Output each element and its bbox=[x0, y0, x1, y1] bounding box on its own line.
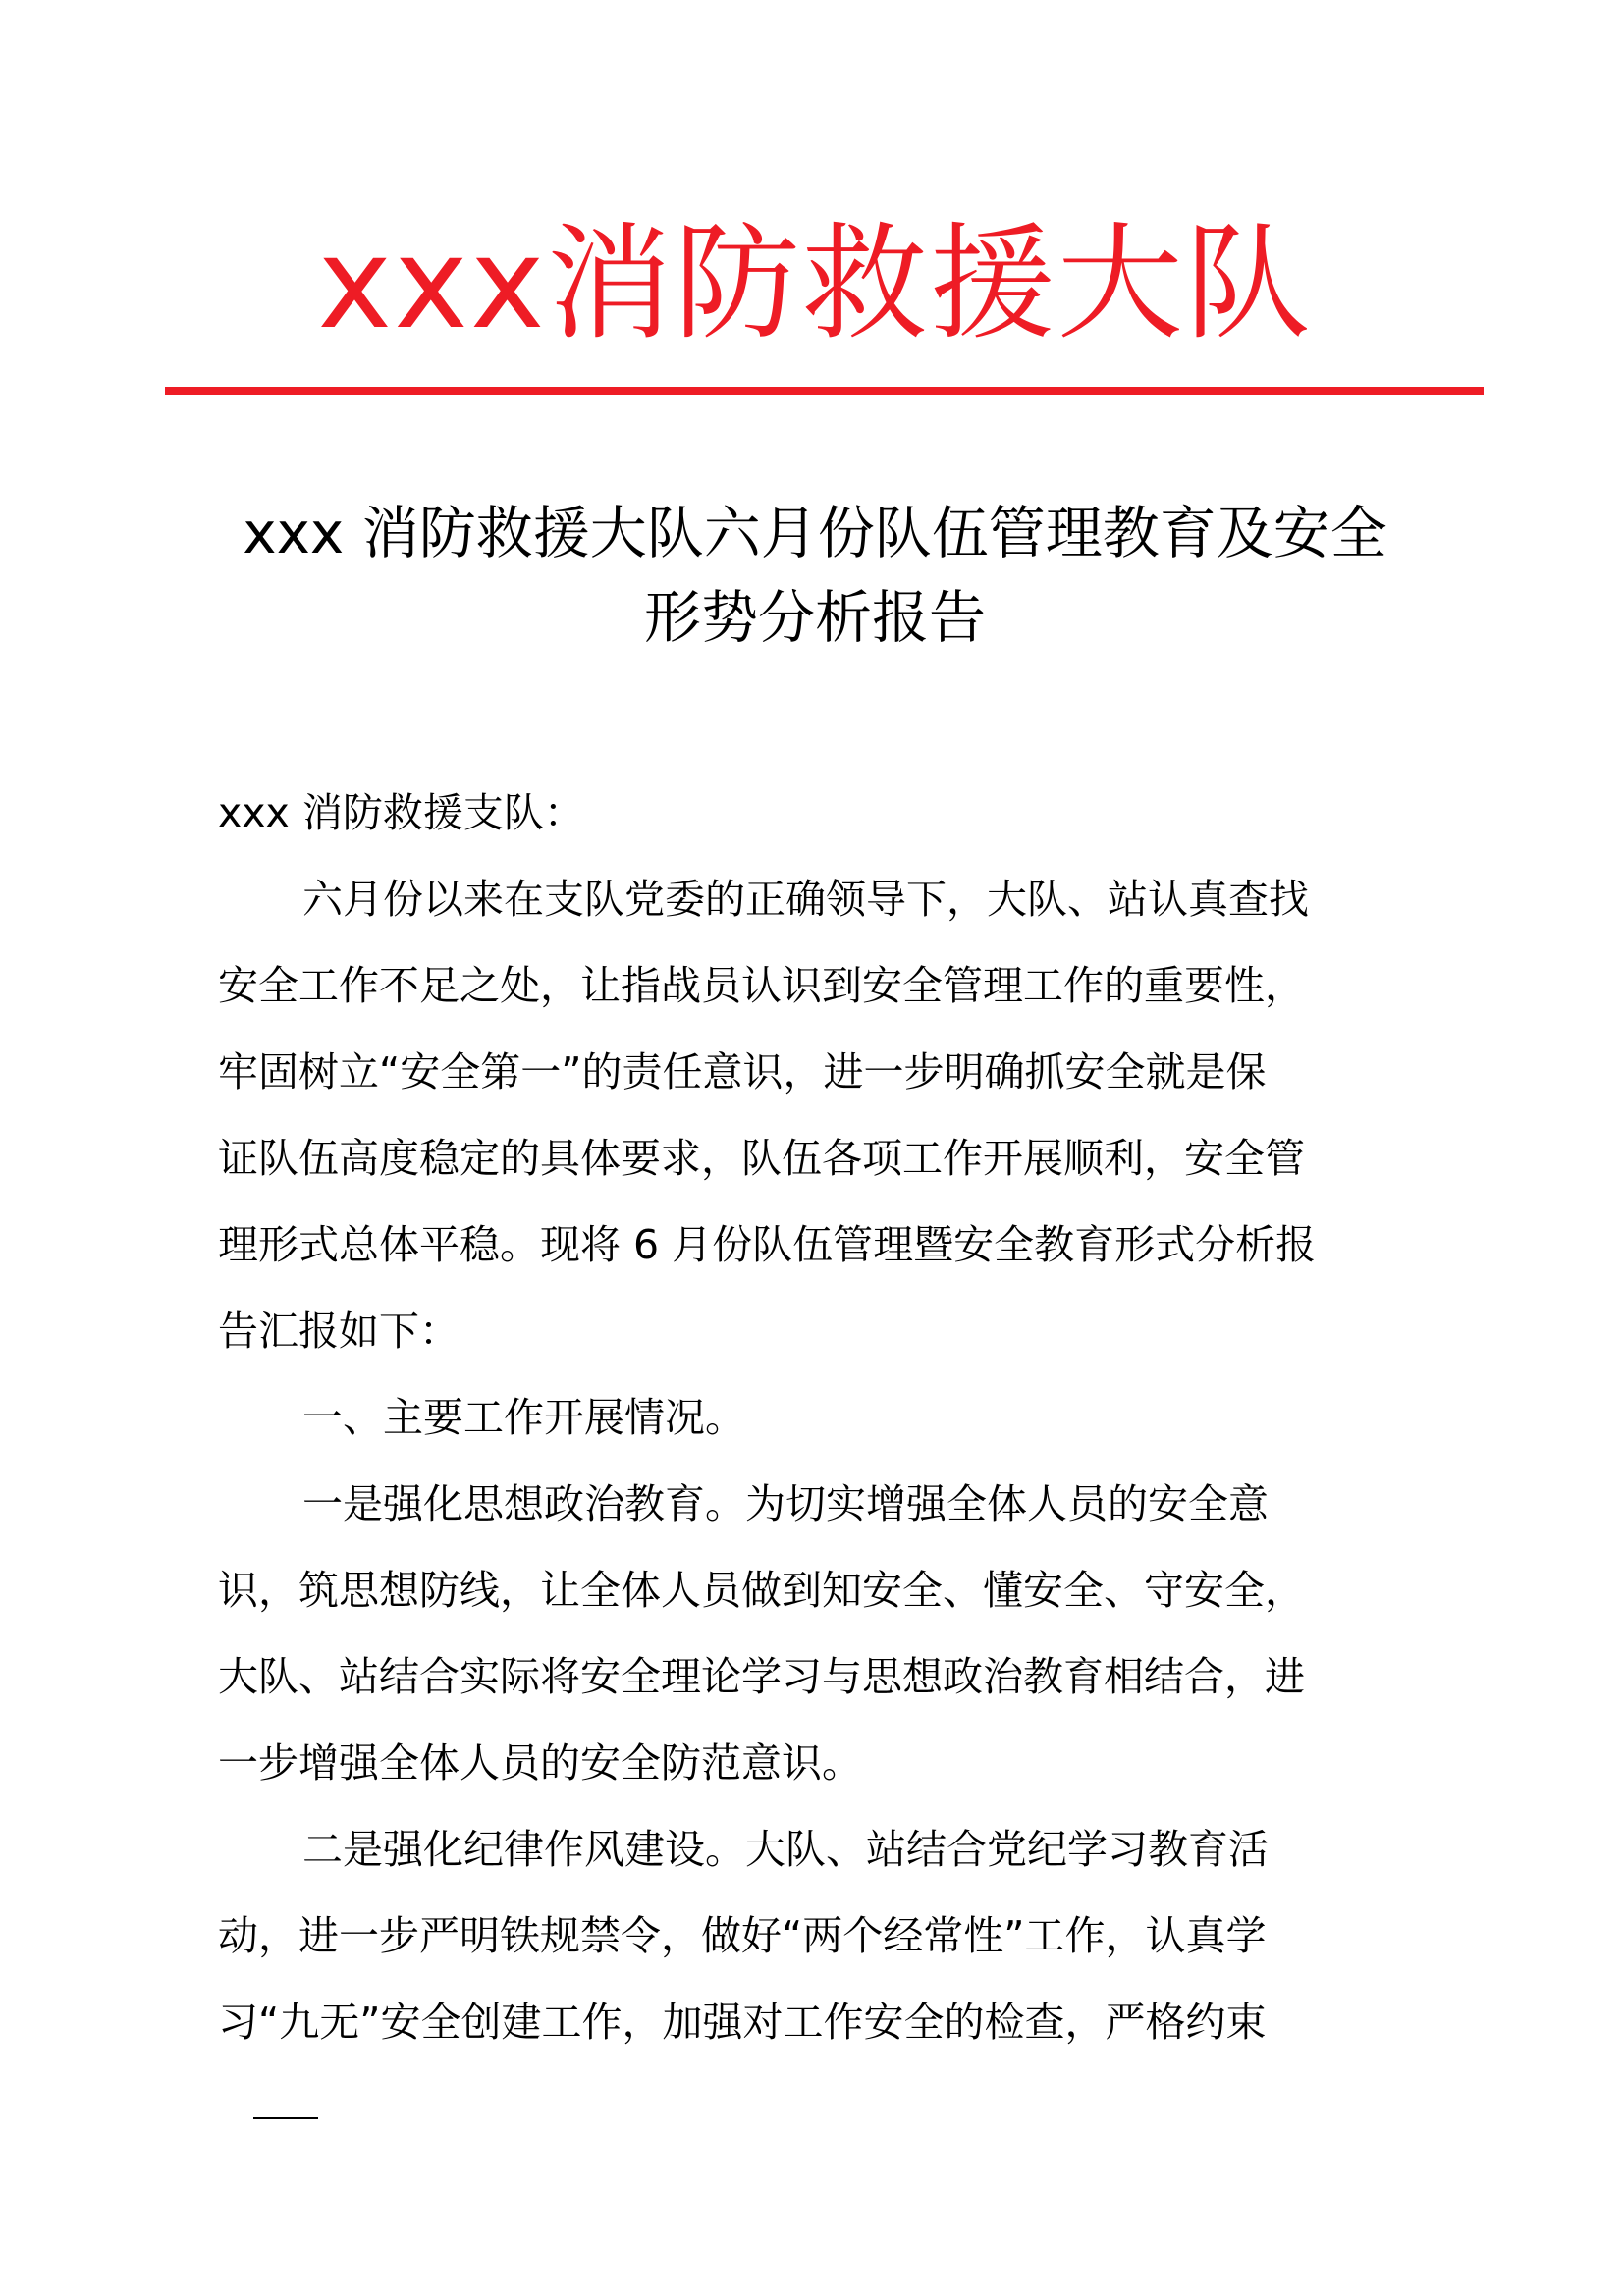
body-line-11: 一步增强全体人员的安全防范意识。 bbox=[218, 1739, 862, 1787]
salutation: xxx 消防救援支队： bbox=[218, 789, 584, 836]
body-line-14: 习“九无”安全创建工作，加强对工作安全的检查，严格约束 bbox=[218, 1999, 1267, 2046]
body-line-1: 六月份以来在支队党委的正确领导下，大队、站认真查找 bbox=[302, 876, 1309, 923]
masthead-red-rule bbox=[165, 387, 1484, 395]
body-line-9: 识，筑思想防线，让全体人员做到知安全、懂安全、守安全， bbox=[218, 1567, 1305, 1614]
body-line-10: 大队、站结合实际将安全理论学习与思想政治教育相结合，进 bbox=[218, 1653, 1305, 1700]
body-line-12: 二是强化纪律作风建设。大队、站结合党纪学习教育活 bbox=[302, 1826, 1269, 1873]
body-line-3: 牢固树立“安全第一”的责任意识，进一步明确抓安全就是保 bbox=[218, 1048, 1267, 1095]
section-heading-1: 一、主要工作开展情况。 bbox=[302, 1394, 745, 1441]
body-line-13: 动，进一步严明铁规禁令，做好“两个经常性”工作，认真学 bbox=[218, 1912, 1267, 1959]
body-line-2: 安全工作不足之处，让指战员认识到安全管理工作的重要性， bbox=[218, 962, 1305, 1009]
document-body bbox=[218, 770, 1408, 2065]
body-line-8: 一是强化思想政治教育。为切实增强全体人员的安全意 bbox=[302, 1480, 1269, 1527]
footnote-separator bbox=[253, 2117, 318, 2119]
document-title-line-2: 形势分析报告 bbox=[643, 584, 986, 651]
document-title-line-1: xxx 消防救援大队六月份队伍管理教育及安全 bbox=[243, 500, 1387, 566]
body-line-4: 证队伍高度稳定的具体要求，队伍各项工作开展顺利，安全管 bbox=[218, 1135, 1305, 1182]
masthead-title: xxx消防救援大队 bbox=[317, 211, 1313, 357]
body-line-5: 理形式总体平稳。现将 6 月份队伍管理暨安全教育形式分析报 bbox=[218, 1221, 1317, 1268]
document-title bbox=[196, 491, 1434, 660]
body-line-6: 告汇报如下： bbox=[218, 1308, 460, 1355]
